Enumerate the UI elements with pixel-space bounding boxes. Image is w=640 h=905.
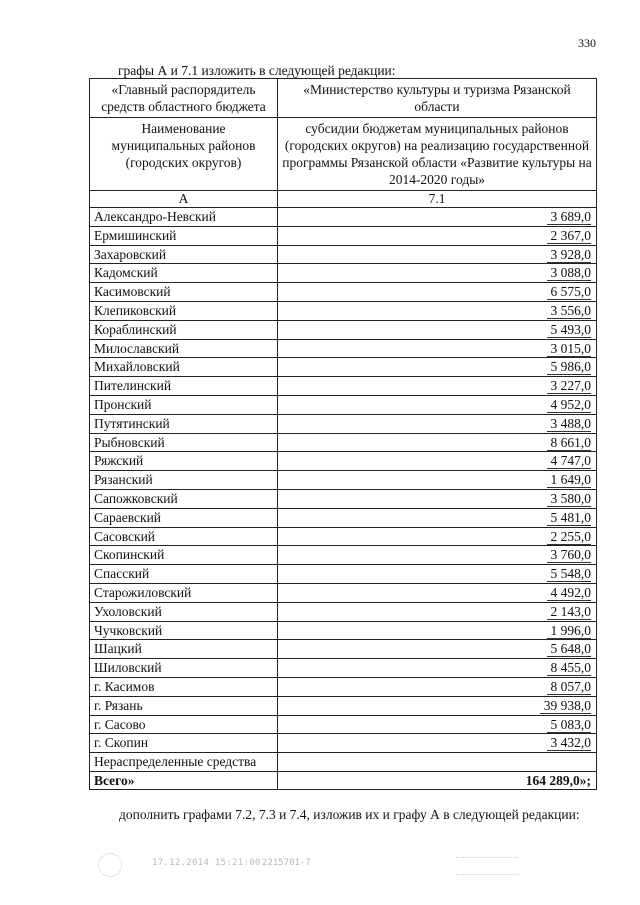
outro-text: дополнить графами 7.2, 7.3 и 7.4, изложив их и графу А в следующей редакции: [119, 807, 580, 822]
subsidy-cell [278, 508, 597, 527]
district-name: Ряжский [90, 452, 278, 471]
subsidy-cell [278, 452, 597, 471]
subsidy-cell [278, 677, 597, 696]
seal-icon [98, 853, 122, 877]
table-row [90, 245, 597, 264]
subsidy-cell [278, 527, 597, 546]
budget-table [89, 78, 597, 790]
district-name: Спасский [90, 565, 278, 584]
district-name: Скопинский [90, 546, 278, 565]
table-row [90, 508, 597, 527]
subsidy-value: 3 760,0 [547, 547, 592, 563]
district-name: г. Касимов [90, 677, 278, 696]
district-name: Кораблинский [90, 320, 278, 339]
district-name: г. Сасово [90, 715, 278, 734]
unallocated-row [90, 753, 597, 772]
subsidy-value: 8 455,0 [547, 660, 592, 676]
subsidy-cell [278, 301, 597, 320]
header-left-2: Наименование муниципальных районов (городских округов) [90, 118, 278, 191]
subsidy-value: 5 481,0 [547, 510, 592, 526]
subsidy-value: 3 088,0 [547, 265, 592, 281]
table-row [90, 283, 597, 302]
unallocated-label: Нераспределенные средства [90, 753, 278, 772]
subsidy-value: 2 143,0 [547, 604, 592, 620]
table-row [90, 264, 597, 283]
district-name: г. Рязань [90, 696, 278, 715]
total-row [90, 772, 597, 790]
subsidy-cell [278, 433, 597, 452]
subsidy-value: 1 649,0 [547, 472, 592, 488]
stamp-code: 2215701-7 [262, 858, 311, 868]
subsidy-value: 6 575,0 [547, 284, 592, 300]
district-name: Сасовский [90, 527, 278, 546]
subsidy-value: 4 492,0 [547, 585, 592, 601]
header-row-2 [90, 118, 597, 191]
table-row [90, 621, 597, 640]
header-left-1: «Главный распорядитель средств областного бюджета [90, 79, 278, 118]
table-row [90, 677, 597, 696]
subsidy-value: 8 661,0 [547, 435, 592, 451]
subsidy-cell [278, 734, 597, 753]
subsidy-value: 5 083,0 [547, 717, 592, 733]
subsidy-value: 4 952,0 [547, 397, 592, 413]
table-row [90, 489, 597, 508]
district-name: Ермишинский [90, 226, 278, 245]
table-row [90, 226, 597, 245]
subsidy-value: 39 938,0 [540, 698, 591, 714]
subsidy-cell [278, 377, 597, 396]
table-row [90, 301, 597, 320]
table-row [90, 358, 597, 377]
table-row [90, 320, 597, 339]
total-value: 164 289,0»; [278, 772, 597, 790]
table-row [90, 452, 597, 471]
subsidy-value: 3 689,0 [547, 209, 592, 225]
subsidy-value: 8 057,0 [547, 679, 592, 695]
subsidy-cell [278, 208, 597, 227]
subsidy-cell [278, 283, 597, 302]
subsidy-value: 5 648,0 [547, 641, 592, 657]
table-row [90, 208, 597, 227]
subsidy-cell [278, 715, 597, 734]
subsidy-cell [278, 489, 597, 508]
faint-signature-mark [456, 857, 518, 875]
district-name: Сапожковский [90, 489, 278, 508]
subsidy-value: 3 227,0 [547, 378, 592, 394]
subsidy-value: 3 580,0 [547, 491, 592, 507]
district-name: Захаровский [90, 245, 278, 264]
subsidy-value: 5 548,0 [547, 566, 592, 582]
district-name: Касимовский [90, 283, 278, 302]
subsidy-cell [278, 339, 597, 358]
subsidy-value: 1 996,0 [547, 623, 592, 639]
subsidy-value: 4 747,0 [547, 453, 592, 469]
table-row [90, 640, 597, 659]
subsidy-cell [278, 602, 597, 621]
subsidy-cell [278, 226, 597, 245]
district-name: г. Скопин [90, 734, 278, 753]
table-row [90, 565, 597, 584]
table-row [90, 395, 597, 414]
subsidy-value: 3 432,0 [547, 735, 592, 751]
subsidy-value: 3 928,0 [547, 247, 592, 263]
table-row [90, 734, 597, 753]
stamp-date: 17.12.2014 15:21:00 [152, 858, 261, 868]
district-name: Шиловский [90, 659, 278, 678]
subsidy-cell [278, 414, 597, 433]
subsidy-value: 2 367,0 [547, 228, 592, 244]
subsidy-cell [278, 245, 597, 264]
subsidy-cell [278, 640, 597, 659]
subsidy-cell [278, 659, 597, 678]
subsidy-cell [278, 621, 597, 640]
district-name: Милославский [90, 339, 278, 358]
column-letter-right: 7.1 [278, 191, 597, 208]
column-letter-row [90, 191, 597, 208]
district-name: Александро-Невский [90, 208, 278, 227]
subsidy-cell [278, 320, 597, 339]
district-name: Сараевский [90, 508, 278, 527]
subsidy-cell [278, 565, 597, 584]
column-letter-left: А [90, 191, 278, 208]
table-row [90, 659, 597, 678]
subsidy-cell [278, 546, 597, 565]
subsidy-cell [278, 696, 597, 715]
table-row [90, 377, 597, 396]
district-name: Шацкий [90, 640, 278, 659]
table-row [90, 546, 597, 565]
total-label: Всего» [90, 772, 278, 790]
header-row-1 [90, 79, 597, 118]
table-row [90, 339, 597, 358]
unallocated-value [278, 753, 597, 772]
table-row [90, 527, 597, 546]
footer-stamp [0, 855, 640, 875]
page-number: 330 [578, 36, 596, 50]
subsidy-value: 5 493,0 [547, 322, 592, 338]
district-name: Клепиковский [90, 301, 278, 320]
district-name: Пронский [90, 395, 278, 414]
district-name: Кадомский [90, 264, 278, 283]
subsidy-cell [278, 358, 597, 377]
table-row [90, 715, 597, 734]
subsidy-cell [278, 471, 597, 490]
subsidy-value: 3 556,0 [547, 303, 592, 319]
district-name: Чучковский [90, 621, 278, 640]
subsidy-value: 3 015,0 [547, 341, 592, 357]
district-name: Рязанский [90, 471, 278, 490]
subsidy-value: 3 488,0 [547, 416, 592, 432]
table-row [90, 696, 597, 715]
intro-text: графы А и 7.1 изложить в следующей редакции: [118, 63, 396, 78]
table-row [90, 414, 597, 433]
table-row [90, 602, 597, 621]
table-row [90, 583, 597, 602]
subsidy-cell [278, 395, 597, 414]
district-name: Михайловский [90, 358, 278, 377]
district-name: Ухоловский [90, 602, 278, 621]
district-name: Старожиловский [90, 583, 278, 602]
table-row [90, 433, 597, 452]
district-name: Пителинский [90, 377, 278, 396]
subsidy-cell [278, 583, 597, 602]
district-name: Рыбновский [90, 433, 278, 452]
subsidy-value: 5 986,0 [547, 359, 592, 375]
subsidy-value: 2 255,0 [547, 529, 592, 545]
header-right-1: «Министерство культуры и туризма Рязанской области [278, 79, 597, 118]
table-row [90, 471, 597, 490]
subsidy-cell [278, 264, 597, 283]
district-name: Путятинский [90, 414, 278, 433]
header-right-2: субсидии бюджетам муниципальных районов (городских округов) на реализацию государственной программы Рязанской области «Развитие культуры на 2014-2020 годы» [278, 118, 597, 191]
